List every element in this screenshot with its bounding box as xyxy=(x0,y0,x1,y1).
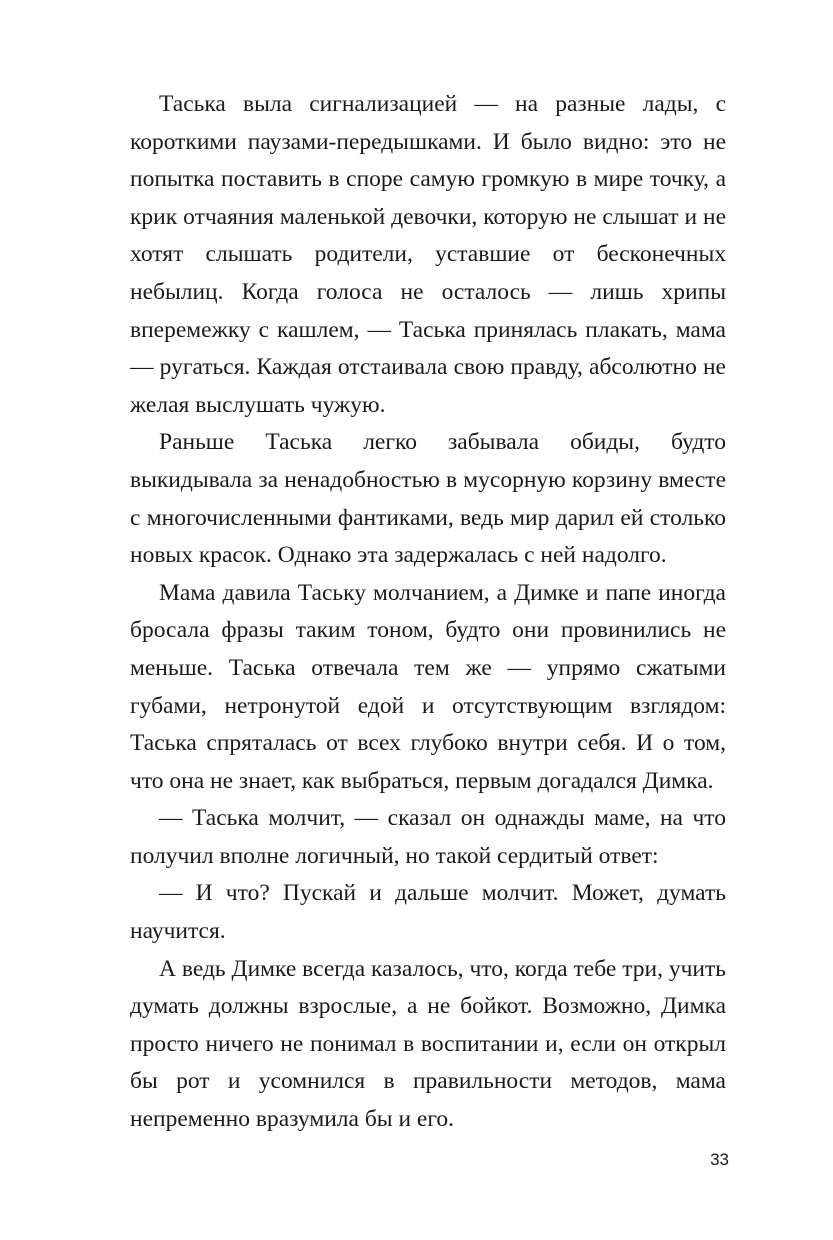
paragraph-5-dialogue: — И что? Пускай и дальше молчит. Может, думать научится. xyxy=(130,880,726,945)
body-text xyxy=(130,86,726,1139)
paragraph-6: А ведь Димке всегда казалось, что, когда тебе три, учить думать должны взрослые, а не бойкот. Возможно, Димка просто ничего не понимал в воспитании и, если он открыл бы рот и усомнился в правильности методов, мама непременно вразумила бы и его. xyxy=(130,955,726,1133)
paragraph-3: Мама давила Таську молчанием, а Димке и папе иногда бросала фразы таким тоном, будто они провинились не меньше. Таська отвечала тем же — упрямо сжатыми губами, нетронутой едой и отсутствующим взглядом: Таська спряталась от всех глубоко внутри себя. И о том, что она не знает, как выбраться, первым догадался Димка. xyxy=(130,579,726,794)
paragraph-1: Таська выла сигнализацией — на разные лады, с короткими паузами-передышками. И было видно: это не попытка поставить в споре самую громкую в мире точку, а крик отчаяния маленькой девочки, которую не слышат и не хотят слышать родители, уставшие от бесконечных небылиц. Когда голоса не осталось — лишь хрипы вперемежку с кашлем, — Таська принялась плакать, мама — ругаться. Каждая отстаивала свою правду, абсолютно не желая выслушать чужую. xyxy=(130,91,726,418)
page-number: 33 xyxy=(710,1150,729,1169)
paragraph-4-dialogue: — Таська молчит, — сказал он однажды маме, на что получил вполне логичный, но такой сердитый ответ: xyxy=(130,805,726,869)
paragraph-2: Раньше Таська легко забывала обиды, будто выкидывала за ненадобностью в мусорную корзину вместе с многочисленными фантиками, ведь мир дарил ей столько новых красок. Однако эта задержалась с ней надолго. xyxy=(130,429,726,569)
